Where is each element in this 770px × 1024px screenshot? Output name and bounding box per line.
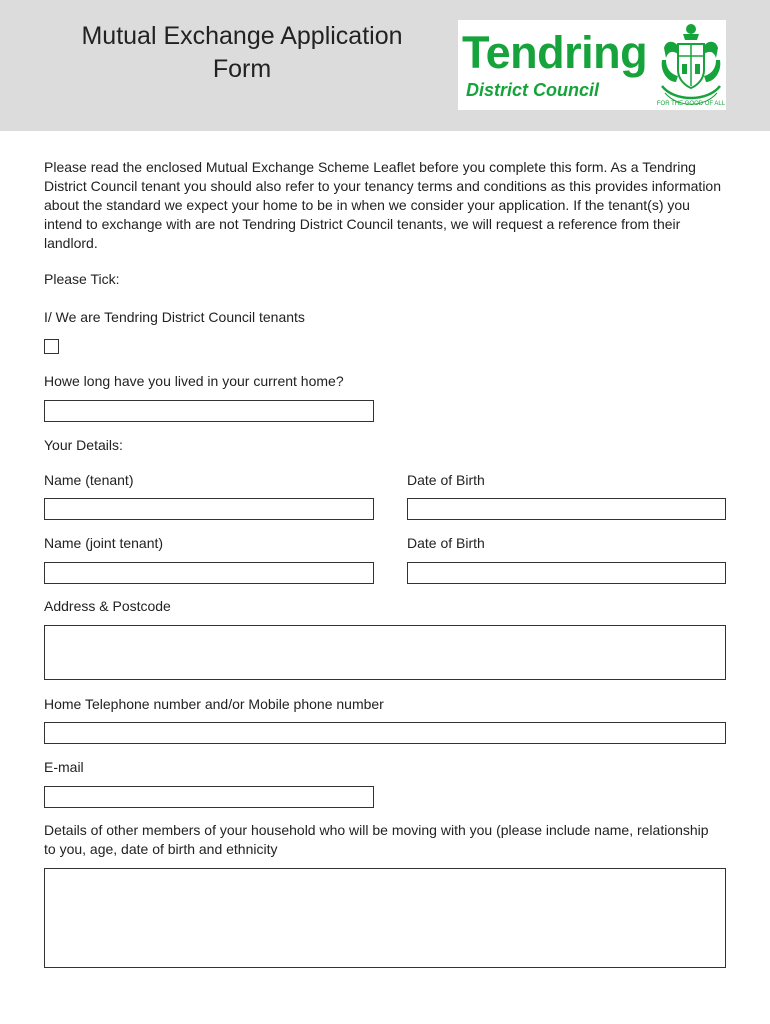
how-long-input[interactable]: [44, 400, 374, 422]
phone-label: Home Telephone number and/or Mobile phone number: [44, 696, 384, 712]
dob-label-joint: Date of Birth: [407, 535, 485, 551]
address-input[interactable]: [44, 625, 726, 680]
form-title-line1: Mutual Exchange Application: [81, 22, 403, 50]
household-label: Details of other members of your household who will be moving with you (please include name, relationship to you, age, date of birth and ethnicity: [44, 822, 709, 857]
name-tenant-input[interactable]: [44, 498, 374, 520]
dob-joint-input[interactable]: [407, 562, 726, 584]
address-label: Address & Postcode: [44, 598, 171, 614]
email-label: E-mail: [44, 759, 84, 775]
name-joint-input[interactable]: [44, 562, 374, 584]
your-details-heading: Your Details:: [44, 437, 123, 453]
dob-label-tenant: Date of Birth: [407, 472, 485, 488]
council-crest-icon: [656, 20, 726, 110]
form-title-line2: Form: [212, 55, 272, 83]
crest-motto: FOR THE GOOD OF ALL: [656, 101, 726, 107]
please-tick-label: Please Tick:: [44, 271, 120, 287]
name-tenant-label: Name (tenant): [44, 472, 134, 488]
tenants-checkbox[interactable]: [44, 339, 59, 354]
household-input[interactable]: [44, 868, 726, 968]
form-title: [52, 20, 432, 86]
intro-paragraph: Please read the enclosed Mutual Exchange Scheme Leaflet before you complete this form. As a Tendring District Council tenant you should also refer to your tenancy terms and conditions as this provides information about the standard we expect your home to be in when we consider your application. If the tenant(s) you intend to exchange with are not Tendring District Council tenants, we will request a reference from their landlord.: [44, 159, 722, 251]
logo-name: Tendring: [462, 27, 648, 78]
email-input[interactable]: [44, 786, 374, 808]
phone-input[interactable]: [44, 722, 726, 744]
header-band: [0, 0, 770, 131]
how-long-label: Howe long have you lived in your current home?: [44, 373, 344, 389]
council-logo: [458, 20, 726, 110]
tenants-label: I/ We are Tendring District Council tenants: [44, 309, 305, 325]
name-joint-label: Name (joint tenant): [44, 535, 164, 551]
dob-tenant-input[interactable]: [407, 498, 726, 520]
logo-subtitle: District Council: [466, 80, 600, 100]
